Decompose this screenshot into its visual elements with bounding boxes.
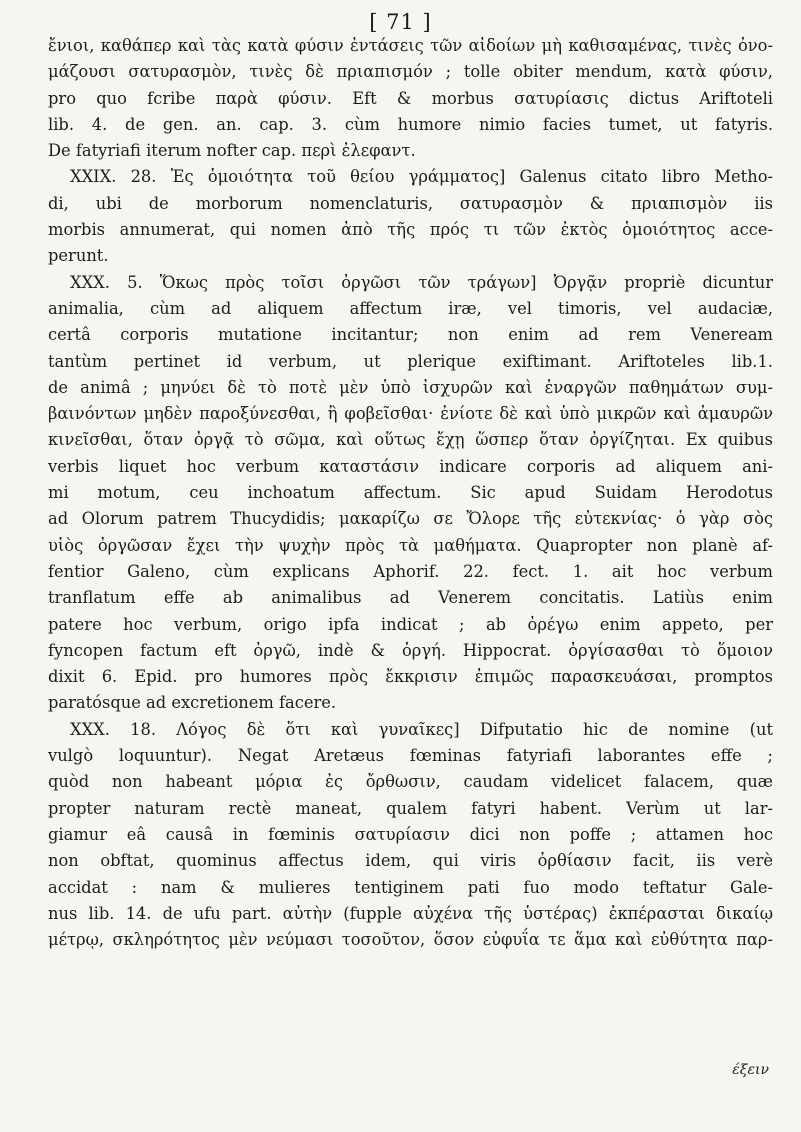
text-line: di, ubi de morborum nomenclaturis, σατυρασμὸν & πριαπισμὸν iis: [48, 193, 773, 213]
commentary-text: [48, 33, 773, 953]
text-line: μέτρῳ, σκληρότητος μὲν νεύμασι τοσοῦτον, ὅσον εὐφυΐα τε ἅμα καὶ εὐθύτητα παρ-: [48, 930, 773, 950]
text-line: de animâ ; μηνύει δὲ τὸ ποτὲ μὲν ὑπὸ ἰσχυρῶν καὶ ἐναργῶν παθημάτων συμ-: [48, 377, 773, 397]
text-line: perunt.: [48, 246, 109, 266]
text-line: lib. 4. de gen. an. cap. 3. cùm humore nimio facies tumet, ut fatyris.: [48, 114, 773, 134]
text-line: quòd non habeant μόρια ἐς ὄρθωσιν, caudam videlicet falacem, quæ: [48, 772, 773, 792]
text-line: accidat : nam & mulieres tentiginem pati fuo modo teftatur Gale-: [48, 877, 773, 897]
text-line: vulgò loquuntur). Negat Aretæus fœminas fatyriafi laborantes effe ;: [48, 746, 773, 766]
text-line: μάζουσι σατυρασμὸν, τινὲς δὲ πριαπισμόν ; tolle obiter mendum, κατὰ φύσιν,: [48, 62, 773, 82]
text-line: κινεῖσθαι, ὅταν ὀργᾷ τὸ σῶμα, καὶ οὕτως ἔχῃ ὥσπερ ὅταν ὀργίζηται. Ex quibus: [48, 430, 773, 450]
text-line: patere hoc verbum, origo ipfa indicat ; ab ὀρέγω enim appeto, per: [48, 614, 773, 634]
text-line: certâ corporis mutatione incitantur; non enim ad rem Veneream: [48, 325, 773, 345]
text-line: XXIX. 28. Ἐς ὁμοιότητα τοῦ θείου γράμματος] Galenus citato libro Metho-: [70, 167, 773, 187]
text-line: morbis annumerat, qui nomen ἀπὸ τῆς πρός τι τῶν ἐκτὸς ὁμοιότητος acce-: [48, 220, 773, 240]
text-line: non obftat, quominus affectus idem, qui viris ὀρθίασιν facit, iis verè: [48, 851, 773, 871]
text-line: giamur eâ causâ in fœminis σατυρίασιν dici non poffe ; attamen hoc: [48, 824, 773, 844]
text-line: fentior Galeno, cùm explicans Aphorif. 22. fect. 1. ait hoc verbum: [48, 561, 773, 581]
text-line: nus lib. 14. de ufu part. αὐτὴν (fupple αὐχένα τῆς ὑστέρας) ἐκπέρασται δικαίῳ: [48, 903, 773, 923]
text-line: verbis liquet hoc verbum καταστάσιν indicare corporis ad aliquem ani-: [48, 456, 773, 476]
text-line: De fatyriafi iterum nofter cap. περὶ ἐλεφαντ.: [48, 141, 416, 161]
catchword: έξειν: [732, 1062, 769, 1078]
text-line: paratósque ad excretionem facere.: [48, 693, 337, 713]
text-line: υἱὸς ὀργῶσαν ἔχει τὴν ψυχὴν πρὸς τὰ μαθήματα. Quapropter non planè af-: [48, 535, 773, 555]
page-number: [ 71 ]: [369, 10, 432, 34]
text-line: ἔνιοι, καθάπερ καὶ τὰς κατὰ φύσιν ἐντάσεις τῶν αἰδοίων μὴ καθισαμένας, τινὲς ὀνο-: [48, 36, 773, 55]
text-line: tantùm pertinet id verbum, ut plerique exiftimant. Ariftoteles lib.1.: [48, 351, 773, 371]
text-line: animalia, cùm ad aliquem affectum iræ, vel timoris, vel audaciæ,: [48, 298, 773, 318]
text-line: dixit 6. Epid. pro humores πρὸς ἔκκρισιν ἐπιμῶς παρασκευάσαι, promptos: [48, 667, 773, 687]
text-line: XXX. 5. Ὅκως πρὸς τοῖσι ὀργῶσι τῶν τράγων] Ὀργᾷν propriè dicuntur: [70, 272, 773, 292]
text-line: fyncopen factum eft ὀργῶ, indè & ὀργή. Hippocrat. ὀργίσασθαι τὸ ὅμοιον: [48, 640, 773, 660]
text-line: ad Olorum patrem Thucydidis; μακαρίζω σε Ὄλορε τῆς εὐτεκνίας· ὁ γὰρ σὸς: [48, 509, 773, 529]
text-line: mi motum, ceu inchoatum affectum. Sic apud Suidam Herodotus: [48, 483, 773, 503]
text-line: tranflatum effe ab animalibus ad Venerem concitatis. Latiùs enim: [48, 588, 773, 608]
text-line: propter naturam rectè maneat, qualem fatyri habent. Verùm ut lar-: [48, 798, 773, 818]
text-line: pro quo fcribe παρὰ φύσιν. Eft & morbus σατυρίασις dictus Ariftoteli: [48, 88, 773, 108]
text-line: βαινόντων μηδὲν παροξύνεσθαι, ἢ φοβεῖσθαι· ἐνίοτε δὲ καὶ ὑπὸ μικρῶν καὶ ἀμαυρῶν: [48, 404, 773, 424]
text-line: XXX. 18. Λόγος δὲ ὅτι καὶ γυναῖκες] Difputatio hic de nomine (ut: [70, 719, 773, 739]
